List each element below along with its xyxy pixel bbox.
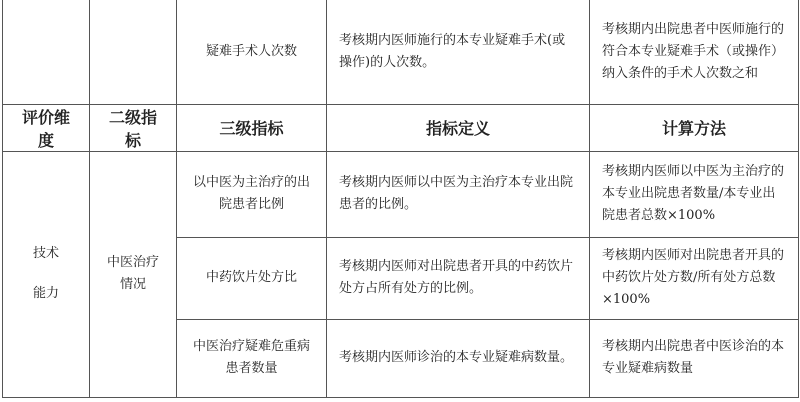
table-row <box>3 0 799 104</box>
formula-cell: 考核期内医师对出院患者开具的中药饮片处方数/所有处方总数×100% <box>590 237 799 319</box>
definition-cell: 考核期内医师施行的本专业疑难手术(或操作)的人次数。 <box>327 0 590 104</box>
empty-cell <box>3 0 90 104</box>
level2-line: 中医治疗 <box>106 255 159 270</box>
header-level3: 三级指标 <box>177 104 327 151</box>
definition-cell: 考核期内医师对出院患者开具的中药饮片处方占所有处方的比例。 <box>327 237 590 319</box>
formula-cell: 考核期内出院患者中医诊治的本专业疑难病数量 <box>590 319 799 397</box>
dimension-line: 能力 <box>32 286 59 301</box>
formula-cell: 考核期内医师以中医为主治疗的本专业出院患者数量/本专业出院患者总数×100% <box>590 151 799 237</box>
header-dimension: 评价维度 <box>3 104 90 151</box>
header-level2: 二级指标 <box>90 104 177 151</box>
level3-indicator-cell: 疑难手术人次数 <box>177 0 327 104</box>
dimension-line: 技术 <box>32 246 59 261</box>
formula-cell: 考核期内出院患者中医师施行的符合本专业疑难手术（或操作）纳入条件的手术人次数之和 <box>590 0 799 104</box>
level2-line: 情况 <box>119 277 146 292</box>
level3-indicator-cell: 中医治疗疑难危重病患者数量 <box>177 319 327 397</box>
empty-cell <box>90 0 177 104</box>
level3-indicator-cell: 以中医为主治疗的出院患者比例 <box>177 151 327 237</box>
table-header-row <box>3 104 799 151</box>
level3-indicator-cell: 中药饮片处方比 <box>177 237 327 319</box>
definition-cell: 考核期内医师以中医为主治疗本专业出院患者的比例。 <box>327 151 590 237</box>
evaluation-table <box>2 0 799 398</box>
table-row <box>3 151 799 237</box>
header-definition: 指标定义 <box>327 104 590 151</box>
level2-cell <box>90 151 177 397</box>
header-formula: 计算方法 <box>590 104 799 151</box>
definition-cell: 考核期内医师诊治的本专业疑难病数量。 <box>327 319 590 397</box>
dimension-cell <box>3 151 90 397</box>
